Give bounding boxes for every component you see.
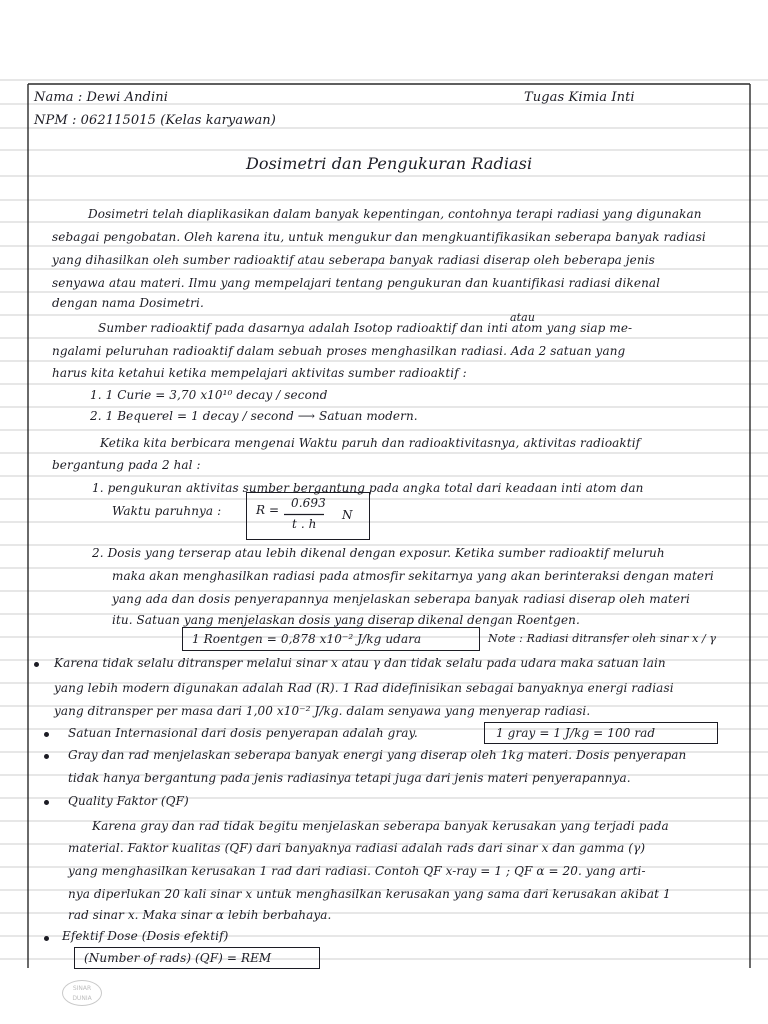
bullet-dot: [44, 754, 49, 759]
bullet-line: Karena tidak selalu ditransper melalui sinar x atau γ dan tidak selalu pada udara maka satuan lain: [54, 656, 666, 670]
bullet-dot: [34, 662, 39, 667]
task-title: Tugas Kimia Inti: [524, 90, 635, 105]
bullet-line: tidak hanya bergantung pada jenis radiasinya tetapi juga dari jenis materi penyerapannya.: [68, 771, 631, 785]
section-heading: Quality Faktor (QF): [68, 794, 189, 808]
formula-suffix: N: [342, 508, 353, 522]
formula-denominator: t . h: [292, 517, 317, 531]
fraction-bar: [284, 513, 324, 516]
bullet-line: Gray dan rad menjelaskan seberapa banyak energi yang diserap oleh 1kg materi. Dosis penyerapan: [68, 748, 687, 762]
bullet-dot: [44, 936, 49, 941]
unit-bequerel: 2. 1 Bequerel = 1 decay / second ⟶ Satuan modern.: [90, 409, 418, 423]
point-line: maka akan menghasilkan radiasi pada atmosfir sekitarnya yang akan berinteraksi dengan materi: [112, 569, 714, 583]
bullet-dot: [44, 732, 49, 737]
point-line: yang ada dan dosis penyerapannya menjelaskan seberapa banyak radiasi diserap oleh materi: [112, 592, 690, 606]
rem-formula: (Number of rads) (QF) = REM: [84, 951, 272, 965]
paragraph-line: ngalami peluruhan radioaktif dalam sebuah proses menghasilkan radiasi. Ada 2 satuan yang: [52, 344, 626, 358]
section-heading: Efektif Dose (Dosis efektif): [62, 929, 229, 943]
paragraph-line: dengan nama Dosimetri.: [52, 296, 204, 310]
bullet-line: yang lebih modern digunakan adalah Rad (R). 1 Rad didefinisikan sebagai banyaknya energi radiasi: [54, 681, 674, 695]
page-title: Dosimetri dan Pengukuran Radiasi: [246, 154, 533, 173]
bullet-line: Satuan Internasional dari dosis penyerapan adalah gray.: [68, 726, 418, 740]
point-line: 1. pengukuran aktivitas sumber bergantung pada angka total dari keadaan inti atom dan: [92, 481, 644, 495]
paragraph-line: yang dihasilkan oleh sumber radioaktif atau seberapa banyak radiasi diserap oleh beberapa jenis: [52, 253, 655, 267]
bullet-line: yang ditransper per masa dari 1,00 x10⁻² J/kg. dalam senyawa yang menyerap radiasi.: [54, 704, 591, 718]
unit-curie: 1. 1 Curie = 3,70 x10¹⁰ decay / second: [90, 388, 328, 402]
student-npm: NPM : 062115015 (Kelas karyawan): [34, 113, 276, 128]
formula-numerator: 0.693: [291, 496, 326, 510]
inserted-word: atau: [510, 311, 536, 324]
bullet-dot: [44, 800, 49, 805]
paragraph-line: bergantung pada 2 hal :: [52, 458, 201, 472]
paragraph-line: material. Faktor kualitas (QF) dari banyaknya radiasi adalah rads dari sinar x dan gamma (γ): [68, 841, 646, 855]
paragraph-line: sebagai pengobatan. Oleh karena itu, untuk mengukur dan mengkuantifikasikan seberapa banyak radiasi: [52, 230, 706, 244]
point-line: itu. Satuan yang menjelaskan dosis yang diserap dikenal dengan Roentgen.: [112, 613, 580, 627]
formula-lhs: R =: [256, 503, 280, 517]
gray-formula: 1 gray = 1 J/kg = 100 rad: [496, 726, 656, 740]
paragraph-line: Karena gray dan rad tidak begitu menjelaskan seberapa banyak kerusakan yang terjadi pada: [92, 819, 669, 833]
paragraph-line: yang menghasilkan kerusakan 1 rad dari radiasi. Contoh QF x-ray = 1 ; QF α = 20. yang arti-: [68, 864, 646, 878]
student-name: Nama : Dewi Andini: [34, 90, 168, 105]
point-line: 2. Dosis yang terserap atau lebih dikenal dengan exposur. Ketika sumber radioaktif meluruh: [92, 546, 665, 560]
paragraph-line: Dosimetri telah diaplikasikan dalam banyak kepentingan, contohnya terapi radiasi yang digunakan: [88, 207, 702, 221]
paragraph-line: senyawa atau materi. Ilmu yang mempelajari tentang pengukuran dan kuantifikasi radiasi dikenal: [52, 276, 661, 290]
paragraph-line: rad sinar x. Maka sinar α lebih berbahaya.: [68, 908, 332, 922]
paragraph-line: Ketika kita berbicara mengenai Waktu paruh dan radioaktivitasnya, aktivitas radioaktif: [100, 436, 641, 450]
paper-brand-stamp: SINAR DUNIA: [62, 980, 102, 1006]
paragraph-line: nya diperlukan 20 kali sinar x untuk menghasilkan kerusakan yang sama dari kerusakan akibat 1: [68, 887, 671, 901]
paragraph-line: Sumber radioaktif pada dasarnya adalah Isotop radioaktif dan inti atom yang siap me-: [98, 321, 633, 335]
point-line: Waktu paruhnya :: [112, 504, 222, 518]
paragraph-line: harus kita ketahui ketika mempelajari aktivitas sumber radioaktif :: [52, 366, 467, 380]
roentgen-formula: 1 Roentgen = 0,878 x10⁻² J/kg udara: [192, 632, 422, 646]
roentgen-note: Note : Radiasi ditransfer oleh sinar x / γ: [488, 632, 717, 645]
